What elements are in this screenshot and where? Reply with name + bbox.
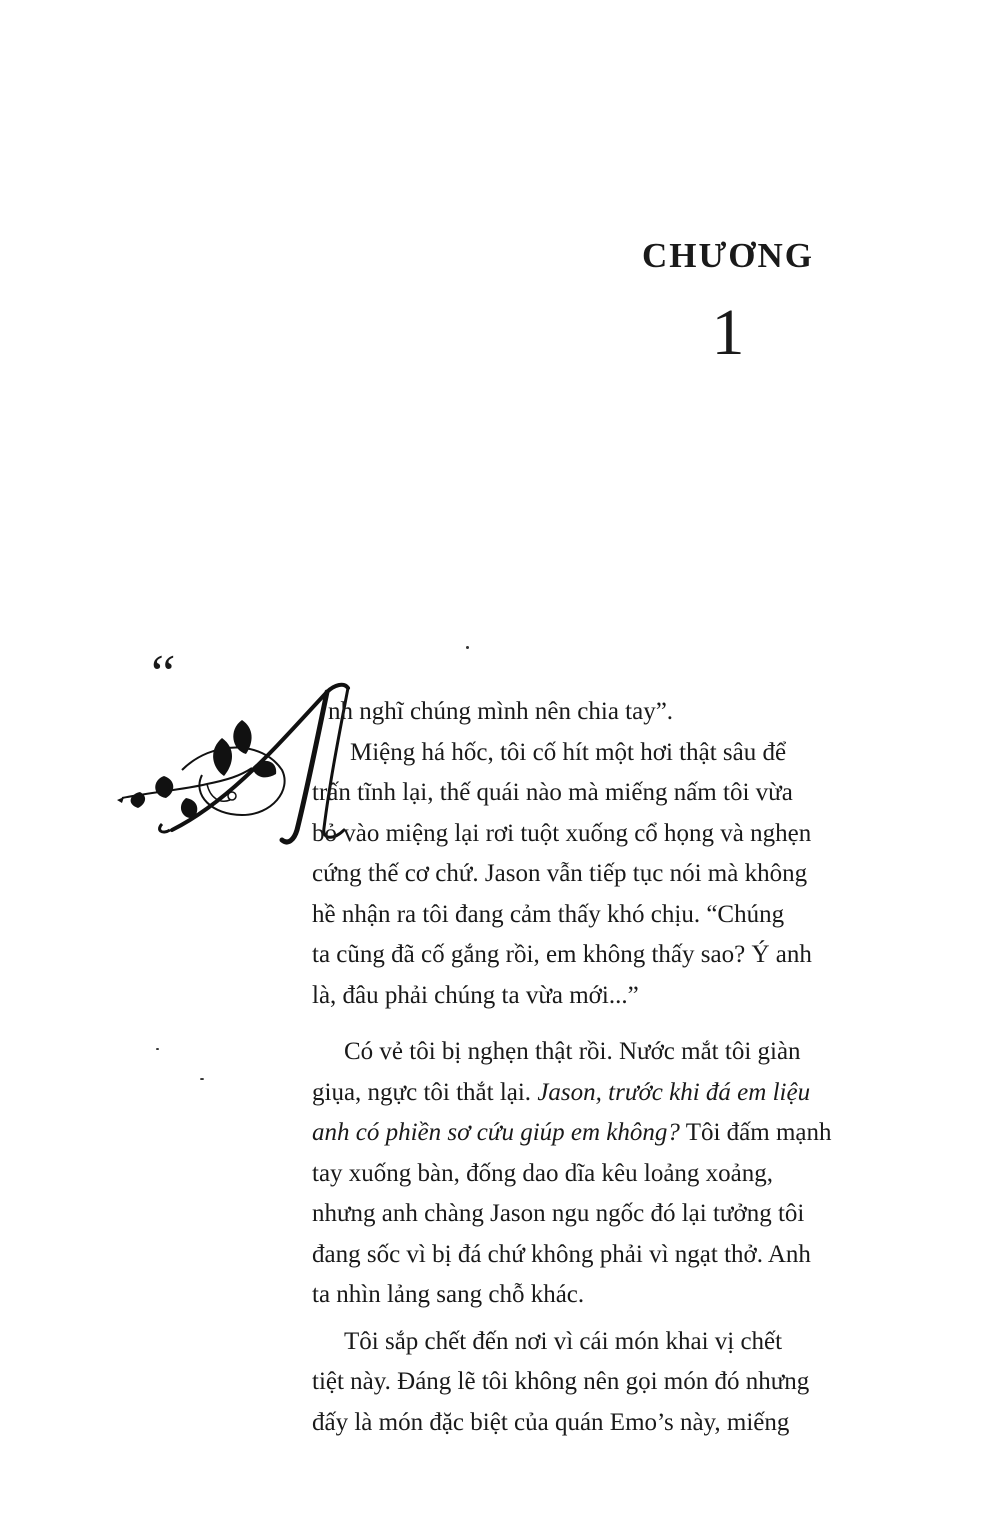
text-line: nhưng anh chàng Jason ngu ngốc đó lại tưởng tôi bbox=[312, 1200, 805, 1227]
text-line bbox=[312, 1113, 876, 1154]
text-line: tay xuống bàn, đống dao dĩa kêu loảng xoảng, bbox=[312, 1159, 774, 1187]
paragraph-1 bbox=[312, 692, 872, 1016]
text-line: đấy là món đặc biệt của quán Emo’s này, miếng bbox=[312, 1408, 790, 1436]
print-speck bbox=[200, 1078, 204, 1080]
drop-cap-letter bbox=[112, 680, 113, 681]
text-line: tiệt này. Đáng lẽ tôi không nên gọi món đó nhưng bbox=[312, 1368, 810, 1395]
chapter-label: CHƯƠNG bbox=[641, 236, 815, 275]
text-span: giụa, ngực tôi thắt lại. bbox=[312, 1078, 538, 1106]
text-line: Miệng há hốc, tôi cố hít một hơi thật sâu để bbox=[350, 738, 787, 766]
text-line: hề nhận ra tôi đang cảm thấy khó chịu. “Chúng bbox=[312, 900, 785, 928]
italic-thought: anh có phiền sơ cứu giúp em không? bbox=[312, 1119, 680, 1146]
text-line: ta nhìn lảng sang chỗ khác. bbox=[312, 1281, 585, 1308]
print-speck bbox=[156, 1048, 159, 1050]
text-line: Tôi sắp chết đến nơi vì cái món khai vị chết bbox=[344, 1327, 783, 1355]
text-line: cứng thế cơ chứ. Jason vẫn tiếp tục nói mà không bbox=[312, 860, 808, 887]
chapter-number: 1 bbox=[711, 296, 745, 369]
text-line: là, đâu phải chúng ta vừa mới...” bbox=[312, 981, 639, 1009]
text-line: ta cũng đã cố gắng rồi, em không thấy sao? Ý anh bbox=[312, 941, 812, 968]
print-speck bbox=[466, 646, 469, 649]
text-line: Có vẻ tôi bị nghẹn thật rồi. Nước mắt tôi giàn bbox=[344, 1038, 801, 1065]
paragraph-2 bbox=[312, 1032, 876, 1443]
italic-thought: Jason, trước khi đá em liệu bbox=[537, 1078, 811, 1106]
opening-quote-mark: ‘‘ bbox=[146, 645, 175, 702]
text-line: nh nghĩ chúng mình nên chia tay”. bbox=[328, 698, 674, 725]
text-span: Tôi đấm mạnh bbox=[679, 1119, 832, 1146]
text-line: trấn tĩnh lại, thế quái nào mà miếng nấm tôi vừa bbox=[312, 779, 793, 806]
text-line bbox=[312, 1073, 876, 1114]
text-line: bỏ vào miệng lại rơi tuột xuống cổ họng và nghẹn bbox=[312, 819, 812, 847]
text-line: đang sốc vì bị đá chứ không phải vì ngạt thở. Anh bbox=[312, 1240, 811, 1268]
